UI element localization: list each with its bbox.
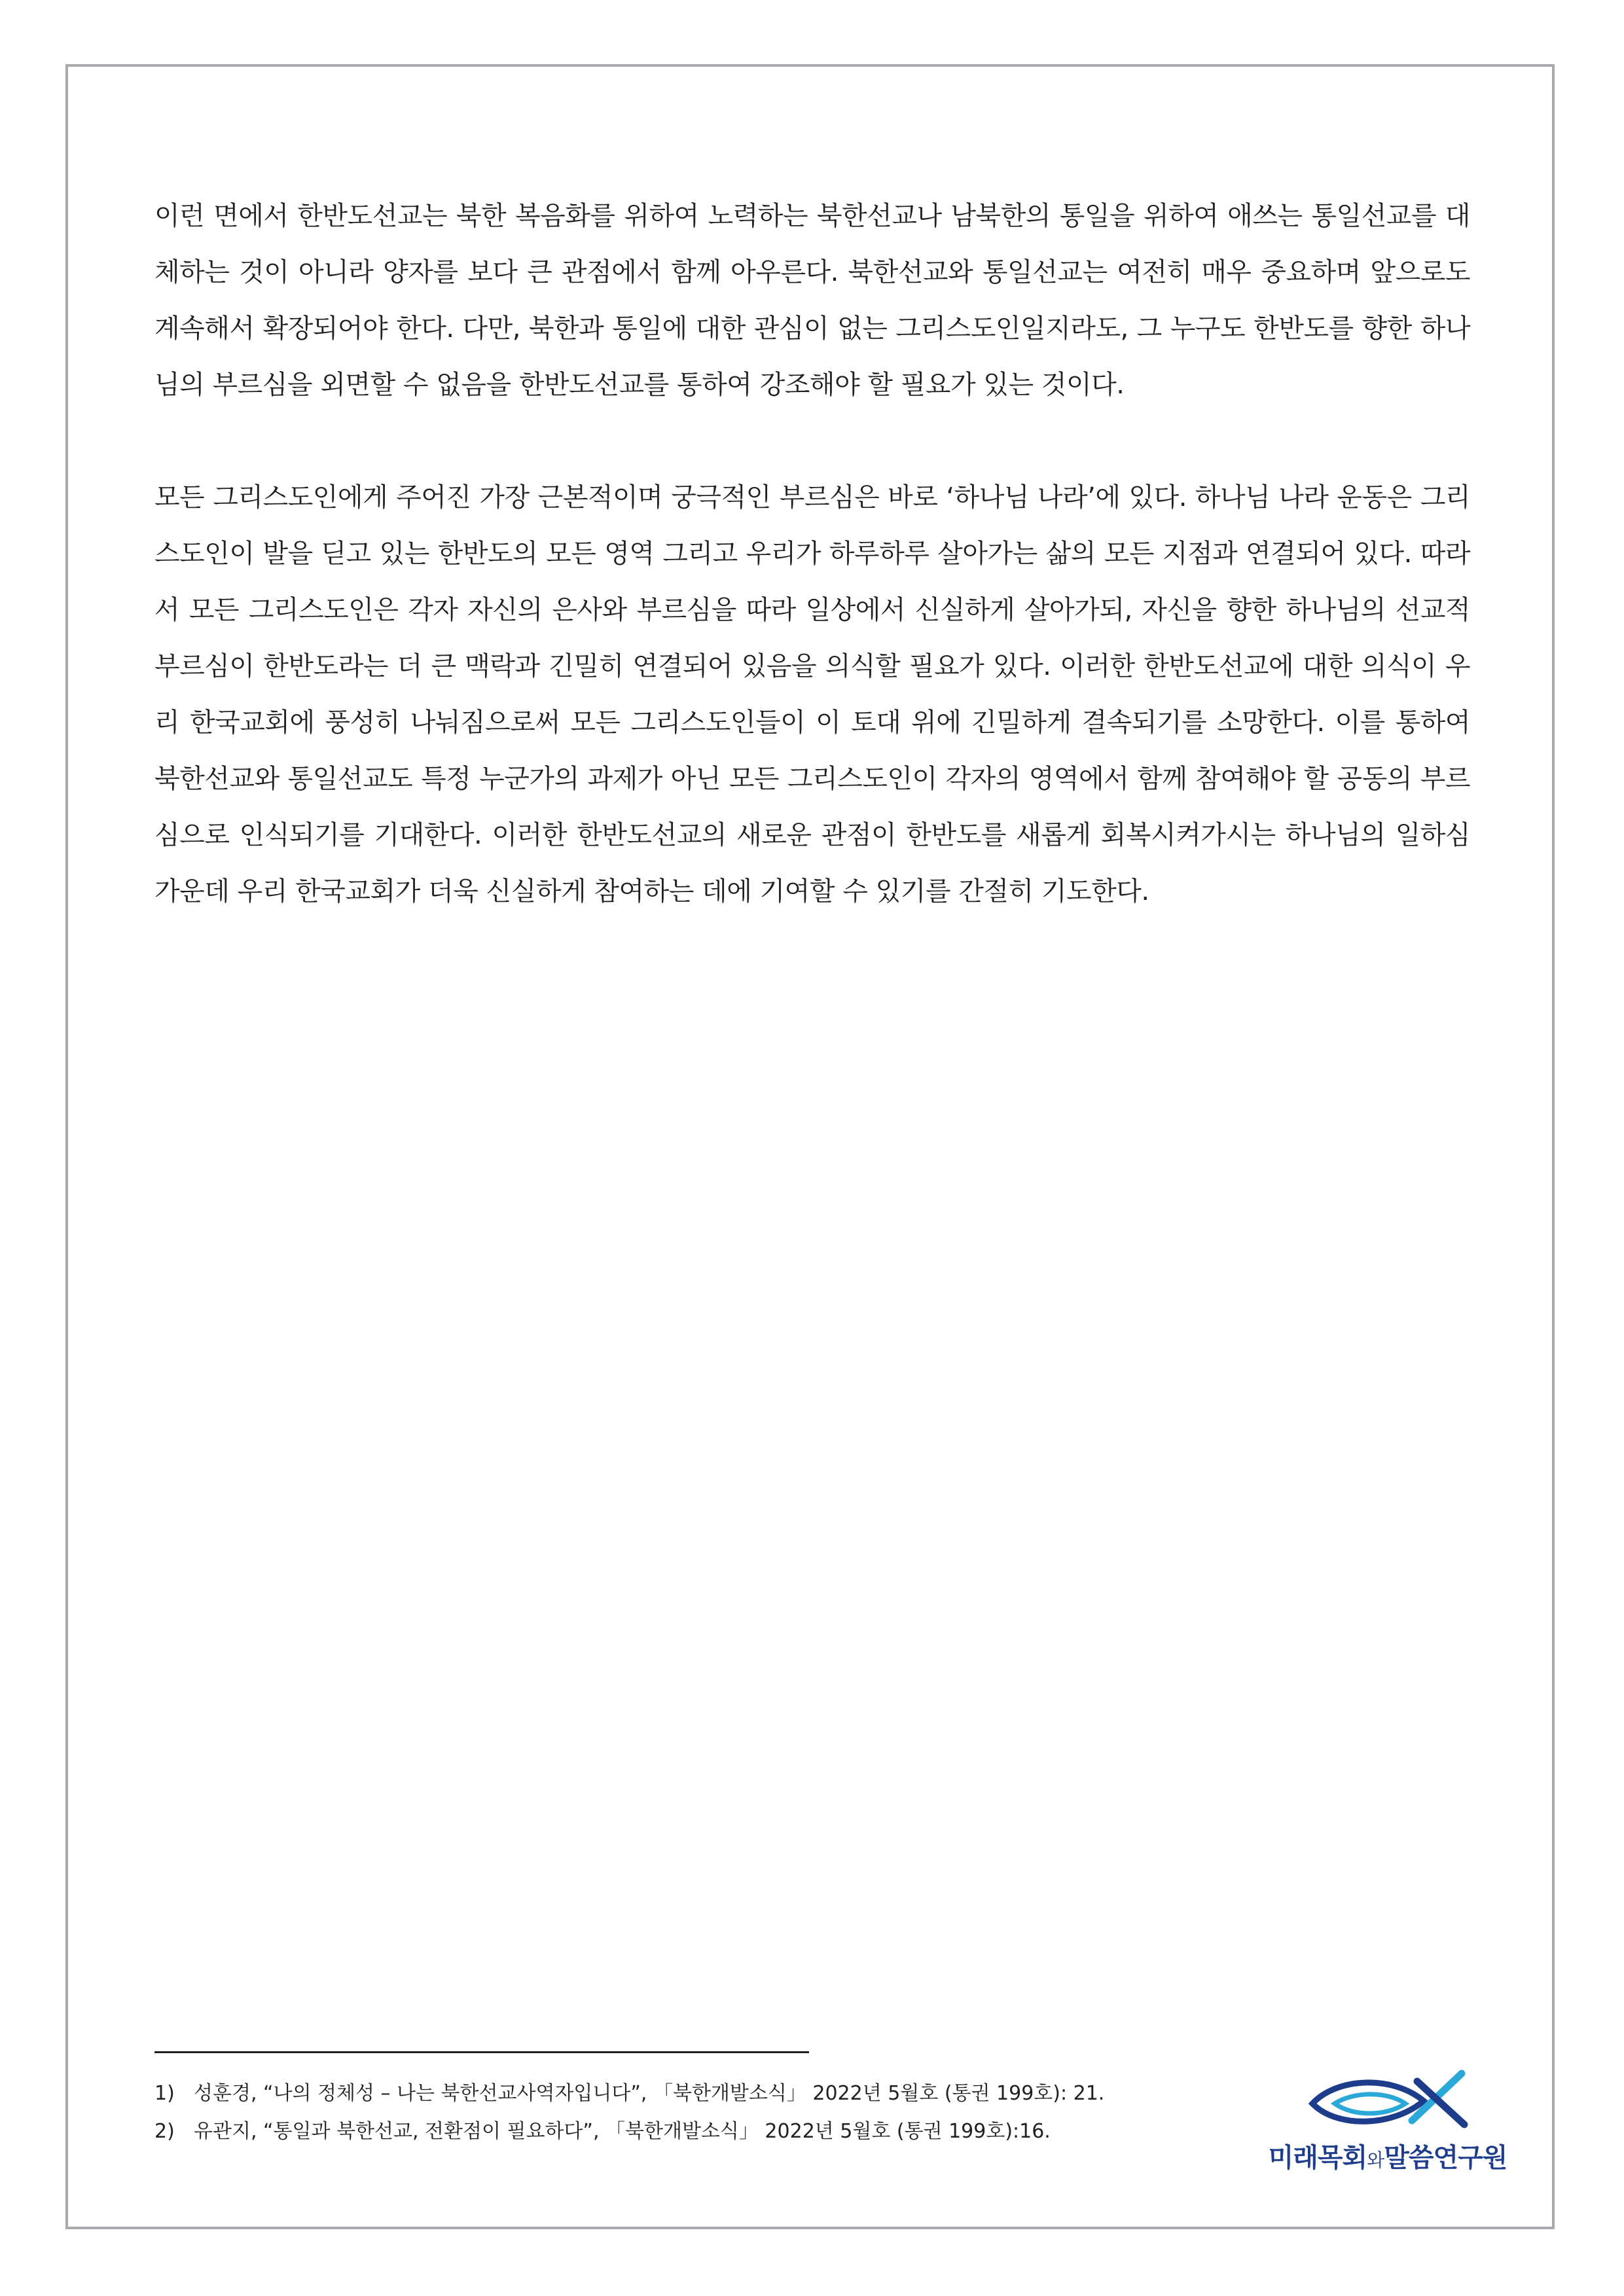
footnote-2: [154, 2113, 1202, 2151]
footnotes: [154, 2075, 1202, 2151]
organization-name-part: 미래목회: [1268, 2143, 1367, 2173]
organization-name-conjunction: 와: [1367, 2149, 1384, 2171]
body-text: [154, 188, 1470, 976]
footnote-text: 유관지, “통일과 북한선교, 전환점이 필요하다”, 「북한개발소식」 2022년 5월호 (통권 199호):16.: [194, 2120, 1051, 2143]
organization-logo: [1267, 2068, 1509, 2176]
fish-cross-emblem-icon: [1307, 2068, 1471, 2130]
footnote-number: 2): [154, 2120, 175, 2143]
footnote-divider: [154, 2051, 809, 2053]
footnote-1: [154, 2075, 1202, 2113]
paragraph-2: 모든 그리스도인에게 주어진 가장 근본적이며 궁극적인 부르심은 바로 ‘하나님 나라’에 있다. 하나님 나라 운동은 그리스도인이 발을 딛고 있는 한반도의 모든 영역 그리고 우리가 하루하루 살아가는 삶의 모든 지점과 연결되어 있다. 따라서 모든 그리스도인은 각자 자신의 은사와 부르심을 따라 일상에서 신실하게 살아가되, 자신을 향한 하나님의 선교적 부르심이 한반도라는 더 큰 맥락과 긴밀히 연결되어 있음을 의식할 필요가 있다. 이러한 한반도선교에 대한 의식이 우리 한국교회에 풍성히 나눠짐으로써 모든 그리스도인들이 이 토대 위에 긴밀하게 결속되기를 소망한다. 이를 통하여 북한선교와 통일선교도 특정 누군가의 과제가 아닌 모든 그리스도인이 각자의 영역에서 함께 참여해야 할 공동의 부르심으로 인식되기를 기대한다. 이러한 한반도선교의 새로운 관점이 한반도를 새롭게 회복시켜가시는 하나님의 일하심 가운데 우리 한국교회가 더욱 신실하게 참여하는 데에 기여할 수 있기를 간절히 기도한다.: [154, 482, 1470, 906]
footnote-number: 1): [154, 2082, 175, 2105]
footnote-text: 성훈경, “나의 정체성 – 나는 북한선교사역자입니다”, 「북한개발소식」 2022년 5월호 (통권 199호): 21.: [194, 2082, 1105, 2105]
paragraph-1: 이런 면에서 한반도선교는 북한 복음화를 위하여 노력하는 북한선교나 남북한의 통일을 위하여 애쓰는 통일선교를 대체하는 것이 아니라 양자를 보다 큰 관점에서 함께 아우른다. 북한선교와 통일선교는 여전히 매우 중요하며 앞으로도 계속해서 확장되어야 한다. 다만, 북한과 통일에 대한 관심이 없는 그리스도인일지라도, 그 누구도 한반도를 향한 하나님의 부르심을 외면할 수 없음을 한반도선교를 통하여 강조해야 할 필요가 있는 것이다.: [154, 201, 1470, 400]
organization-name: [1267, 2137, 1509, 2174]
organization-name-part: 말씀연구원: [1384, 2143, 1507, 2173]
